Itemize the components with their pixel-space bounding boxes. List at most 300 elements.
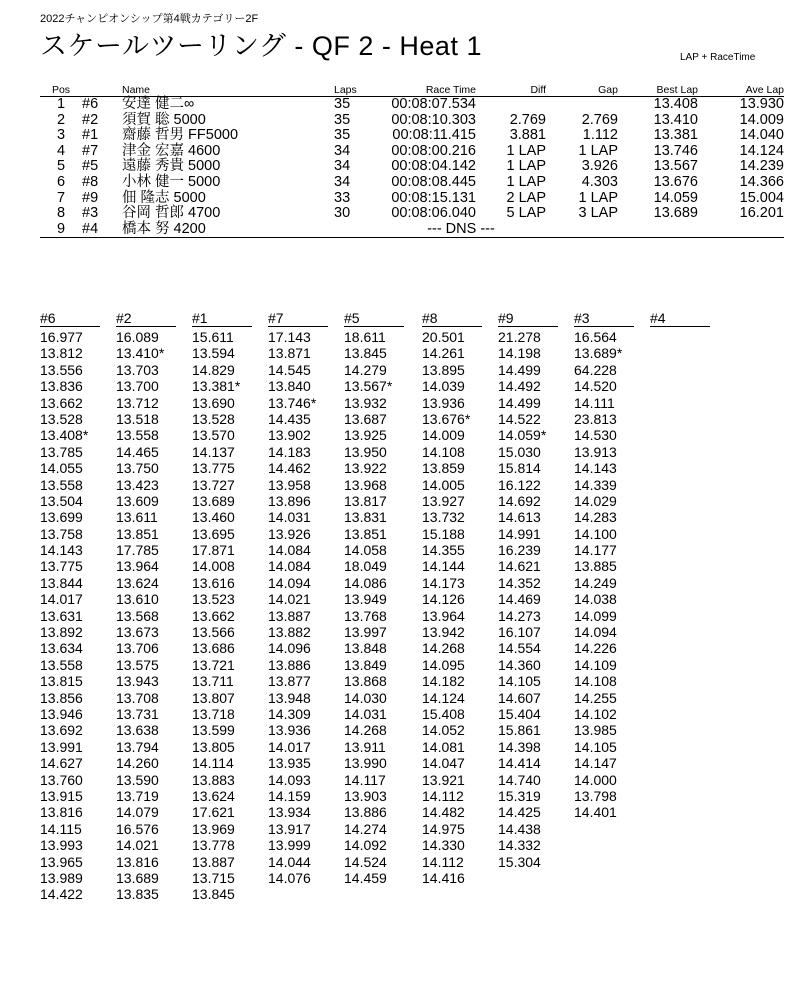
lap-time: 14.030 xyxy=(344,689,387,706)
lap-time: 13.692 xyxy=(40,722,83,739)
lap-time: 14.613 xyxy=(498,509,541,526)
lap-time: 13.836 xyxy=(40,378,83,395)
lap-time: 14.044 xyxy=(268,853,311,870)
lap-time: 16.239 xyxy=(498,542,541,559)
lap-time: 14.058 xyxy=(344,542,387,559)
lap-time: 14.469 xyxy=(498,591,541,608)
lap-time: 14.274 xyxy=(344,820,387,837)
lap-time: 14.198 xyxy=(498,345,541,362)
lap-time: 13.997 xyxy=(344,624,387,641)
lap-time: 13.831 xyxy=(344,509,387,526)
lap-time: 14.621 xyxy=(498,558,541,575)
lap-time: 13.687 xyxy=(344,410,387,427)
lap-time: 13.886 xyxy=(344,804,387,821)
lap-time: 14.522 xyxy=(498,410,541,427)
lap-time: 16.977 xyxy=(40,329,83,345)
lap-time: 14.255 xyxy=(574,689,617,706)
lap-time: 14.143 xyxy=(574,460,617,477)
lap-column-header: #3 xyxy=(574,310,634,327)
lap-time: 13.711 xyxy=(192,673,234,690)
lap-time: 13.566 xyxy=(192,624,235,641)
lap-time: 13.706 xyxy=(116,640,159,657)
lap-time: 13.848 xyxy=(344,640,387,657)
lap-time: 13.768 xyxy=(344,607,387,624)
lap-time: 14.462 xyxy=(268,460,311,477)
lap-time: 23.813 xyxy=(574,410,617,427)
lap-time: 14.105 xyxy=(574,738,617,755)
lap-time: 13.921 xyxy=(422,771,465,788)
lap-time: 14.249 xyxy=(574,574,617,591)
lap-time: 13.958 xyxy=(268,476,311,493)
lap-time: 13.558 xyxy=(40,656,83,673)
lap-time: 17.143 xyxy=(268,329,311,345)
lap-time: 13.731 xyxy=(116,705,159,722)
lap-column xyxy=(268,310,340,886)
result-laps: 33 xyxy=(334,189,351,206)
lap-column xyxy=(574,310,646,821)
lap-time: 13.558 xyxy=(40,476,83,493)
lap-time: 14.111 xyxy=(574,394,615,411)
lap-time: 13.778 xyxy=(192,837,235,854)
lap-time: 14.692 xyxy=(498,492,541,509)
result-ave: 15.004 xyxy=(739,189,784,206)
lap-time: 13.624 xyxy=(192,787,235,804)
col-header-pos: Pos xyxy=(51,84,71,96)
lap-time: 14.422 xyxy=(40,886,83,903)
lap-time: 14.105 xyxy=(498,673,541,690)
result-laps: 34 xyxy=(334,158,351,175)
lap-time: 13.816 xyxy=(116,853,159,870)
lap-time: 14.017 xyxy=(268,738,311,755)
result-name: 安達 健二∞ xyxy=(122,96,195,112)
result-gap: 4.303 xyxy=(581,173,618,190)
lap-time: 13.715 xyxy=(192,869,235,886)
lap-time: 14.159 xyxy=(268,787,311,804)
result-gap: 3.926 xyxy=(581,158,618,175)
result-best: 13.410 xyxy=(653,111,698,128)
lap-time: 14.094 xyxy=(268,574,311,591)
result-diff: 3.881 xyxy=(509,127,546,144)
lap-time: 14.261 xyxy=(422,345,465,362)
lap-time: 13.381* xyxy=(192,378,241,395)
col-header-gap: Gap xyxy=(598,84,618,96)
lap-time: 13.887 xyxy=(192,853,235,870)
lap-time: 13.794 xyxy=(116,738,159,755)
lap-time: 14.005 xyxy=(422,476,465,493)
lap-time: 13.528 xyxy=(192,410,235,427)
result-car: #2 xyxy=(82,111,99,128)
lap-time: 13.673 xyxy=(116,624,159,641)
lap-time: 13.844 xyxy=(40,574,83,591)
lap-time: 14.975 xyxy=(422,820,465,837)
result-race-time: 00:08:04.142 xyxy=(391,158,476,175)
lap-time: 13.798 xyxy=(574,787,617,804)
lap-time: 13.662 xyxy=(192,607,235,624)
lap-time: 14.084 xyxy=(268,558,311,575)
lap-time: 14.607 xyxy=(498,689,541,706)
result-ave: 14.239 xyxy=(739,158,784,175)
lap-time: 14.052 xyxy=(422,722,465,739)
lap-column-header: #9 xyxy=(498,310,558,327)
lap-time: 14.829 xyxy=(192,361,235,378)
lap-time: 13.896 xyxy=(268,492,311,509)
lap-time: 13.950 xyxy=(344,443,387,460)
lap-time: 13.662 xyxy=(40,394,83,411)
lap-time: 14.008 xyxy=(192,558,235,575)
lap-time: 14.079 xyxy=(116,804,159,821)
result-laps xyxy=(334,222,376,238)
lap-time: 14.177 xyxy=(574,542,617,559)
lap-time: 14.093 xyxy=(268,771,311,788)
lap-time: 17.621 xyxy=(192,804,235,821)
lap-time: 16.089 xyxy=(116,329,159,345)
lap-time: 14.438 xyxy=(498,820,541,837)
lap-time: 13.718 xyxy=(192,705,235,722)
result-name: 谷岡 哲郎 4700 xyxy=(122,205,221,222)
lap-time: 14.086 xyxy=(344,574,387,591)
lap-time: 14.112 xyxy=(422,787,464,804)
lap-time: 13.877 xyxy=(268,673,311,690)
lap-time: 14.039 xyxy=(422,378,465,395)
result-pos: 8 xyxy=(56,205,66,222)
lap-column-header: #1 xyxy=(192,310,252,327)
result-race-time: 00:08:10.303 xyxy=(391,111,476,128)
lap-column-header: #8 xyxy=(422,310,482,327)
lap-time: 14.147 xyxy=(574,755,617,772)
result-row xyxy=(40,113,784,129)
lap-time: 14.094 xyxy=(574,624,617,641)
result-name: 佃 隆志 5000 xyxy=(122,189,206,206)
lap-time: 15.188 xyxy=(422,525,465,542)
lap-time: 14.416 xyxy=(422,869,465,886)
lap-time: 13.599 xyxy=(192,722,235,739)
lap-time: 13.708 xyxy=(116,689,159,706)
result-name: 橋本 努 4200 xyxy=(122,220,206,237)
lap-time: 13.849 xyxy=(344,656,387,673)
lap-time: 13.760 xyxy=(40,771,83,788)
lap-time: 13.948 xyxy=(268,689,311,706)
lap-time: 14.425 xyxy=(498,804,541,821)
lap-time: 13.911 xyxy=(344,738,386,755)
lap-time: 13.567* xyxy=(344,378,393,395)
result-race-time: 00:08:00.216 xyxy=(391,142,476,159)
result-gap: 1.112 xyxy=(582,127,618,144)
result-best: 14.059 xyxy=(653,189,698,206)
col-header-race-time: Race Time xyxy=(425,84,476,96)
result-ave: 13.930 xyxy=(739,96,784,112)
lap-time: 15.319 xyxy=(498,787,541,804)
result-laps: 35 xyxy=(334,111,351,128)
lap-time: 13.892 xyxy=(40,624,83,641)
lap-time: 14.545 xyxy=(268,361,311,378)
page-title: スケールツーリング - QF 2 - Heat 1 xyxy=(40,31,482,61)
lap-time: 14.482 xyxy=(422,804,465,821)
result-car: #9 xyxy=(82,189,99,206)
lap-column xyxy=(40,310,112,903)
lap-time: 13.423 xyxy=(116,476,159,493)
lap-time: 14.332 xyxy=(498,837,541,854)
result-laps: 34 xyxy=(334,173,351,190)
lap-time: 14.096 xyxy=(268,640,311,657)
lap-time: 14.268 xyxy=(344,722,387,739)
lap-time: 13.634 xyxy=(40,640,83,657)
lap-column-header: #2 xyxy=(116,310,176,327)
lap-time: 13.932 xyxy=(344,394,387,411)
lap-time: 13.460 xyxy=(192,509,235,526)
lap-time: 16.107 xyxy=(498,624,541,641)
lap-time: 16.576 xyxy=(116,820,159,837)
lap-time: 14.021 xyxy=(116,837,159,854)
lap-time: 13.935 xyxy=(268,755,311,772)
result-empty xyxy=(546,222,618,238)
event-subtitle: 2022チャンピオンシップ第4戦カテゴリー2F xyxy=(40,13,259,25)
result-car: #8 xyxy=(82,173,99,190)
lap-time: 13.943 xyxy=(116,673,159,690)
lap-time: 13.594 xyxy=(192,345,235,362)
lap-time: 14.524 xyxy=(344,853,387,870)
result-laps: 35 xyxy=(334,127,351,144)
result-diff xyxy=(476,97,546,113)
lap-time: 13.758 xyxy=(40,525,83,542)
lap-time: 14.100 xyxy=(574,525,617,542)
lap-column-header: #5 xyxy=(344,310,404,327)
lap-time: 13.936 xyxy=(268,722,311,739)
lap-time: 14.226 xyxy=(574,640,617,657)
lap-time: 13.807 xyxy=(192,689,235,706)
lap-column xyxy=(422,310,494,886)
lap-time: 14.031 xyxy=(344,705,387,722)
lap-time: 15.861 xyxy=(498,722,541,739)
lap-time: 13.969 xyxy=(192,820,235,837)
lap-time: 13.964 xyxy=(116,558,159,575)
lap-time: 14.465 xyxy=(116,443,159,460)
lap-time: 13.925 xyxy=(344,427,387,444)
result-best: 13.676 xyxy=(653,173,698,190)
result-diff: 1 LAP xyxy=(506,158,546,175)
lap-time: 13.840 xyxy=(268,378,311,395)
result-row xyxy=(40,97,784,113)
result-ave: 14.366 xyxy=(739,173,784,190)
result-best: 13.567 xyxy=(653,158,698,175)
lap-time: 13.989 xyxy=(40,869,83,886)
lap-time: 14.182 xyxy=(422,673,465,690)
lap-time: 14.173 xyxy=(422,574,465,591)
lap-time: 14.273 xyxy=(498,607,541,624)
result-ave: 14.040 xyxy=(739,127,784,144)
lap-time: 13.882 xyxy=(268,624,311,641)
lap-time: 13.785 xyxy=(40,443,83,460)
lap-time: 13.609 xyxy=(116,492,159,509)
lap-time: 16.564 xyxy=(574,329,617,345)
lap-time: 13.835 xyxy=(116,886,159,903)
col-header-best-lap: Best Lap xyxy=(656,84,698,96)
lap-time: 13.570 xyxy=(192,427,235,444)
col-header-laps: Laps xyxy=(334,84,357,96)
lap-time: 13.624 xyxy=(116,574,159,591)
lap-time: 13.805 xyxy=(192,738,235,755)
lap-note: LAP + RaceTime xyxy=(680,52,756,63)
lap-time: 13.750 xyxy=(116,460,159,477)
lap-time: 16.122 xyxy=(498,476,541,493)
lap-time: 13.990 xyxy=(344,755,387,772)
result-car: #5 xyxy=(82,158,99,175)
lap-time: 13.999 xyxy=(268,837,311,854)
lap-time: 14.360 xyxy=(498,656,541,673)
result-car: #6 xyxy=(82,96,99,112)
lap-time: 15.814 xyxy=(498,460,541,477)
lap-time: 13.727 xyxy=(192,476,235,493)
lap-time: 14.398 xyxy=(498,738,541,755)
lap-time: 13.985 xyxy=(574,722,617,739)
lap-time: 14.076 xyxy=(268,869,311,886)
lap-time: 14.339 xyxy=(574,476,617,493)
lap-time: 13.991 xyxy=(40,738,83,755)
lap-time: 13.700 xyxy=(116,378,159,395)
lap-time: 14.355 xyxy=(422,542,465,559)
lap-time: 14.309 xyxy=(268,705,311,722)
lap-time: 13.926 xyxy=(268,525,311,542)
lap-time: 14.031 xyxy=(268,509,311,526)
lap-time: 13.558 xyxy=(116,427,159,444)
lap-column xyxy=(650,310,722,329)
lap-time: 13.719 xyxy=(116,787,159,804)
lap-time: 14.009 xyxy=(422,427,465,444)
result-pos: 3 xyxy=(56,127,66,144)
lap-time: 14.991 xyxy=(498,525,541,542)
lap-time: 13.775 xyxy=(40,558,83,575)
lap-time: 13.638 xyxy=(116,722,159,739)
lap-time: 13.895 xyxy=(422,361,465,378)
result-gap xyxy=(546,97,618,113)
lap-time: 14.114 xyxy=(192,755,234,772)
lap-time: 13.699 xyxy=(40,509,83,526)
lap-time: 15.404 xyxy=(498,705,541,722)
lap-time: 13.968 xyxy=(344,476,387,493)
lap-time: 13.523 xyxy=(192,591,235,608)
lap-time: 13.775 xyxy=(192,460,235,477)
lap-time: 13.871 xyxy=(268,345,311,362)
lap-time: 13.410* xyxy=(116,345,165,362)
lap-time: 14.038 xyxy=(574,591,617,608)
lap-time: 13.936 xyxy=(422,394,465,411)
lap-time: 14.520 xyxy=(574,378,617,395)
lap-time: 13.689* xyxy=(574,345,623,362)
lap-time: 13.886 xyxy=(268,656,311,673)
result-row xyxy=(40,191,784,207)
result-best: 13.746 xyxy=(653,142,698,159)
result-gap: 1 LAP xyxy=(578,189,618,206)
result-name: 須賀 聡 5000 xyxy=(122,111,206,128)
lap-column-header: #4 xyxy=(650,310,710,327)
lap-time: 14.740 xyxy=(498,771,541,788)
lap-time: 13.942 xyxy=(422,624,465,641)
lap-time: 13.504 xyxy=(40,492,83,509)
lap-time: 13.815 xyxy=(40,673,83,690)
lap-column-header: #6 xyxy=(40,310,100,327)
lap-time: 13.721 xyxy=(192,656,235,673)
result-race-time: 00:08:06.040 xyxy=(391,205,476,222)
result-row xyxy=(40,206,784,222)
result-car: #7 xyxy=(82,142,99,159)
lap-time: 14.530 xyxy=(574,427,617,444)
result-gap: 3 LAP xyxy=(578,205,618,222)
result-best: 13.381 xyxy=(653,127,698,144)
lap-time: 13.927 xyxy=(422,492,465,509)
result-laps: 34 xyxy=(334,142,351,159)
lap-time: 14.029 xyxy=(574,492,617,509)
lap-time: 14.435 xyxy=(268,410,311,427)
col-header-car xyxy=(82,84,122,97)
lap-time: 13.964 xyxy=(422,607,465,624)
lap-time: 13.695 xyxy=(192,525,235,542)
result-car: #4 xyxy=(82,220,99,237)
result-pos: 7 xyxy=(56,189,66,206)
result-name: 遠藤 秀貴 5000 xyxy=(122,158,221,175)
lap-time: 14.092 xyxy=(344,837,387,854)
lap-time: 13.408* xyxy=(40,427,89,444)
lap-time: 13.965 xyxy=(40,853,83,870)
result-empty xyxy=(698,222,784,238)
lap-time: 13.903 xyxy=(344,787,387,804)
lap-time: 14.283 xyxy=(574,509,617,526)
lap-time: 14.414 xyxy=(498,755,541,772)
lap-time: 14.126 xyxy=(422,591,465,608)
lap-time: 13.690 xyxy=(192,394,235,411)
result-diff: 1 LAP xyxy=(506,142,546,159)
lap-time: 14.108 xyxy=(422,443,465,460)
lap-time: 13.845 xyxy=(344,345,387,362)
lap-time: 14.260 xyxy=(116,755,159,772)
lap-column-header: #7 xyxy=(268,310,328,327)
result-gap: 1 LAP xyxy=(578,142,618,159)
results-header-row xyxy=(40,84,784,97)
lap-time: 13.528 xyxy=(40,410,83,427)
result-row xyxy=(40,222,784,238)
result-race-time: 00:08:07.534 xyxy=(391,96,476,112)
result-name: 齋藤 哲男 FF5000 xyxy=(122,127,239,144)
lap-time: 14.102 xyxy=(574,705,617,722)
lap-column xyxy=(498,310,570,870)
lap-time: 20.501 xyxy=(422,329,465,345)
col-header-name: Name xyxy=(122,84,151,96)
lap-time: 15.611 xyxy=(192,329,234,345)
lap-time: 13.915 xyxy=(40,787,83,804)
result-pos: 1 xyxy=(56,96,66,112)
result-row xyxy=(40,128,784,144)
lap-time: 14.109 xyxy=(574,656,617,673)
lap-time: 13.851 xyxy=(344,525,387,542)
result-ave: 14.124 xyxy=(739,142,784,159)
result-empty xyxy=(618,222,698,238)
lap-time: 15.304 xyxy=(498,853,541,870)
result-ave: 16.201 xyxy=(739,205,784,222)
lap-time: 14.492 xyxy=(498,378,541,395)
lap-time: 14.055 xyxy=(40,460,83,477)
lap-time: 13.851 xyxy=(116,525,159,542)
lap-time: 13.610 xyxy=(116,591,159,608)
lap-time: 13.686 xyxy=(192,640,235,657)
result-gap: 2.769 xyxy=(581,111,618,128)
lap-time: 14.554 xyxy=(498,640,541,657)
result-diff: 1 LAP xyxy=(506,173,546,190)
lap-time: 14.499 xyxy=(498,361,541,378)
lap-time: 13.590 xyxy=(116,771,159,788)
lap-time: 64.228 xyxy=(574,361,617,378)
lap-time: 13.518 xyxy=(116,410,159,427)
result-diff: 2.769 xyxy=(509,111,546,128)
lap-time: 14.017 xyxy=(40,591,83,608)
result-diff: 5 LAP xyxy=(506,205,546,222)
